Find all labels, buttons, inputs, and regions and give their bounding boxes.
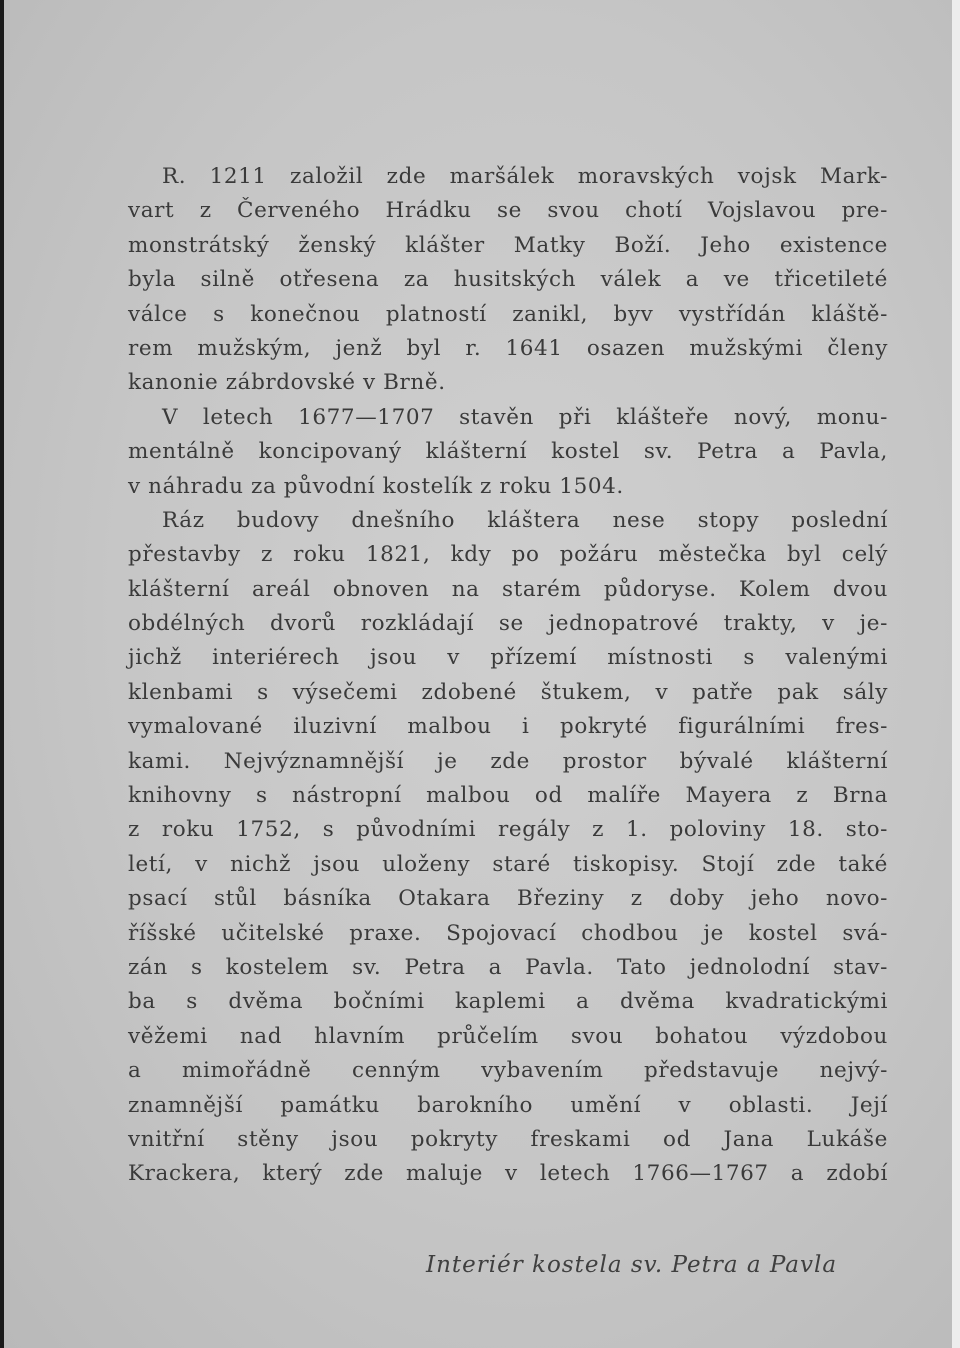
text-line: Ráz budovy dnešního kláštera nese stopy poslední [162,507,888,533]
text-line: kanonie zábrdovské v Brně. [128,370,446,396]
text-line: knihovny s nástropní malbou od malíře Mayera z Brna [128,783,888,809]
text-line: jichž interiérech jsou v přízemí místnosti s valenými [128,645,888,671]
text-line: klášterní areál obnoven na starém půdoryse. Kolem dvou [128,576,888,602]
text-line: Krackera, který zde maluje v letech 1766—1767 a zdobí [128,1161,888,1187]
text-line: válce s konečnou platností zanikl, byv vystřídán kláště- [128,301,888,327]
text-line: a mimořádně cenným vybavením představuje nejvý- [128,1058,888,1084]
text-line: obdélných dvorů rozkládají se jednopatrové trakty, v je- [128,611,888,637]
text-line: vnitřní stěny jsou pokryty freskami od Jana Lukáše [128,1126,888,1152]
text-line: R. 1211 založil zde maršálek moravských vojsk Mark- [162,164,888,189]
text-line: rem mužským, jenž byl r. 1641 osazen mužskými členy [128,335,888,361]
text-line: z roku 1752, s původními regály z 1. poloviny 18. sto- [128,817,888,843]
text-line: mentálně koncipovaný klášterní kostel sv. Petra a Pavla, [128,439,888,465]
text-line: věžemi nad hlavním průčelím svou bohatou výzdobou [128,1023,888,1049]
text-line: V letech 1677—1707 stavěn při klášteře nový, monu- [162,404,888,430]
text-line: říšské učitelské praxe. Spojovací chodbou je kostel svá- [128,920,888,946]
figure-caption: Interiér kostela sv. Petra a Pavla [426,1252,838,1278]
text-line: letí, v nichž jsou uloženy staré tiskopisy. Stojí zde také [128,851,888,877]
text-line: monstrátský ženský klášter Matky Boží. Jeho existence [128,232,888,258]
text-line: znamnější památku barokního umění v oblasti. Její [128,1092,888,1118]
text-line: v náhradu za původní kostelík z roku 1504. [128,473,624,499]
text-line: přestavby z roku 1821, kdy po požáru městečka byl celý [128,542,888,568]
text-line: psací stůl básníka Otakara Březiny z doby jeho novo- [128,886,888,912]
text-line: kami. Nejvýznamnější je zde prostor bývalé klášterní [128,748,888,774]
text-line: ba s dvěma bočními kaplemi a dvěma kvadratickými [128,989,888,1015]
text-line: vymalované iluzivní malbou i pokryté figurálními fres- [128,714,888,740]
page-edge [952,0,960,1348]
document-page [4,0,952,1348]
text-line: klenbami s výsečemi zdobené štukem, v patře pak sály [128,679,888,705]
body-text [128,160,888,1192]
text-line: zán s kostelem sv. Petra a Pavla. Tato jednolodní stav- [128,954,888,980]
text-line: vart z Červeného Hrádku se svou chotí Vojslavou pre- [128,198,888,224]
text-line: byla silně otřesena za husitských válek a ve třicetileté [128,267,888,293]
